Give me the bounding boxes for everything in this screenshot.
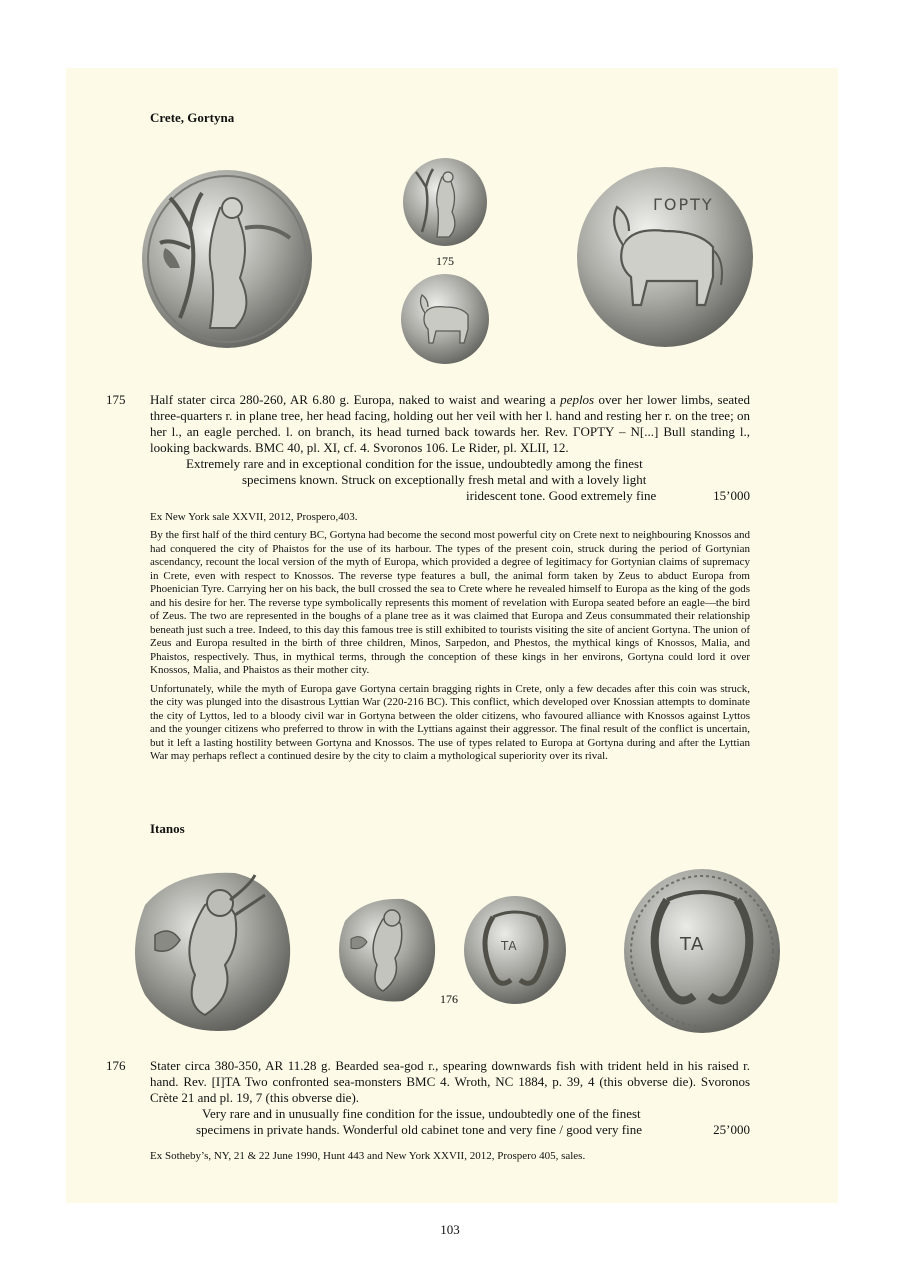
plate-number-176: 176 (440, 992, 458, 1006)
lot-175-grade-line-2: specimens known. Struck on exceptionally fresh metal and with a lovely light (242, 472, 647, 487)
coin-reverse-bull-enlarged-icon (575, 165, 755, 350)
lot-176-provenance: Ex Sotheby’s, NY, 21 & 22 June 1990, Hunt 443 and New York XXVII, 2012, Prospero 405, sales. (150, 1150, 586, 1162)
coin-reverse-sea-monsters-icon (463, 895, 568, 1005)
coin-reverse-bull-icon (400, 273, 490, 365)
coin-obverse-europa-icon (402, 157, 489, 247)
coin-obverse-sea-god-icon (333, 893, 438, 1005)
lot-175-description (150, 392, 750, 456)
coin-legend-large: ΤΑ (680, 934, 704, 955)
lot-176-grade-line-2: specimens in private hands. Wonderful old cabinet tone and very fine / good very fine (196, 1122, 642, 1137)
lot-176-price: 25’000 (713, 1122, 750, 1137)
commentary-paragraph-2: Unfortunately, while the myth of Europa gave Gortyna certain bragging rights in Crete, only a few decades after this coin was struck, the city was plunged into the disastrous Lyttian War (220-216 BC). This conflict, which developed over Knossian attempts to dominate the city of Lyttos, led to a bloody civil war in Gortyna between the older citizens, who favoured alliance with Knossos against Lyttos and the younger citizens who preferred to throw in with the Lyttians against their aggressor. The final result of the conflict is uncertain, but it left a lasting hostility between Gortyna and Knossos. The use of types related to Europa at Gortyna during and after the Lyttian War may perhaps reflect a continued desire by the city to claim a mythological superiority over its rival. (150, 682, 750, 762)
plate-number-175: 175 (436, 254, 454, 268)
description-text-cont: over her lower limbs, seated three-quarters r. in plane tree, her head facing, holding out her veil with her l. hand and resting her r. on the tree; on her l., an eagle perched. l. on branch, its head turned back towards her. Rev. ΓΟΡΤΥ – Ν[...] Bull standing l., looking backwards. BMC 40, pl. XI, cf. 4. Svoronos 106. Le Rider, pl. XLII, 12. (150, 392, 750, 455)
lot-175-grade-line-1: Extremely rare and in exceptional condition for the issue, undoubtedly among the finest (186, 456, 643, 471)
coin-legend-small: ΤΑ (501, 939, 517, 953)
coin-reverse-sea-monsters-enlarged-icon (622, 868, 782, 1035)
lot-175-grade-line-3: iridescent tone. Good extremely fine (466, 488, 657, 503)
lot-175-commentary (150, 529, 750, 769)
lot-175-provenance: Ex New York sale XXVII, 2012, Prospero,403. (150, 511, 358, 523)
lot-number-175: 175 (106, 392, 126, 407)
coin-obverse-europa-enlarged-icon (140, 168, 315, 350)
lot-number-176: 176 (106, 1058, 126, 1073)
section-title-gortyna: Crete, Gortyna (150, 110, 235, 125)
lot-176-description: Stater circa 380-350, AR 11.28 g. Bearded sea-god r., spearing downwards fish with trident held in his raised r. hand. Rev. [I]TA Two confronted sea-monsters BMC 4. Wroth, NC 1884, p. 39, 4 (this obverse die). Svoronos Crète 21 and pl. 19, 7 (this obverse die). (150, 1058, 750, 1105)
commentary-paragraph-1: By the first half of the third century BC, Gortyna had become the second most powerful city on Crete next to neighbouring Knossos and had conquered the city of Phaistos for the use of its harbour. The types of the present coin, struck during the period of Gortynian ascendancy, recount the local version of the myth of Europa, which provided a degree of legitimacy for Gortynian claims of supremacy in Crete, even with respect to Knossos. The reverse type features a bull, the animal form taken by Zeus to abduct Europa from Phoenician Tyre. Carrying her on his back, the bull crossed the sea to Crete where he revealed himself to Europa as the king of the gods and his desire for her. The reverse type symbolically represents this moment of revelation with Europa seated before an eagle—the bird of Zeus. The two are represented in the boughs of a plane tree as it was claimed that Europa and Zeus consummated their relationship beneath just such a tree. Indeed, to this day this famous tree is still exhibited to tourists visiting the site of ancient Gortyna. The union of Zeus and Europa resulted in the birth of three children, Minos, Sarpedon, and Phestos, the mythical kings of Knossos, Malia, and Phaistos, respectively. Thus, in mythical terms, through the conception of these kings in her environs, Gortyna could lord it over Knossos, Malia, and Phaistos as their mother city. (150, 529, 750, 676)
lot-176-grade-line-1: Very rare and in unusually fine condition for the issue, undoubtedly one of the finest (202, 1106, 641, 1121)
svg-text:ΓΟΡΤΥ: ΓΟΡΤΥ (653, 195, 714, 214)
page-number: 103 (440, 1222, 460, 1237)
coin-obverse-sea-god-enlarged-icon (125, 865, 295, 1037)
section-title-itanos: Itanos (150, 821, 185, 836)
description-text: Half stater circa 280-260, AR 6.80 g. Europa, naked to waist and wearing a (150, 392, 556, 407)
lot-175-price: 15’000 (713, 488, 750, 503)
description-italic: peplos (560, 392, 595, 407)
